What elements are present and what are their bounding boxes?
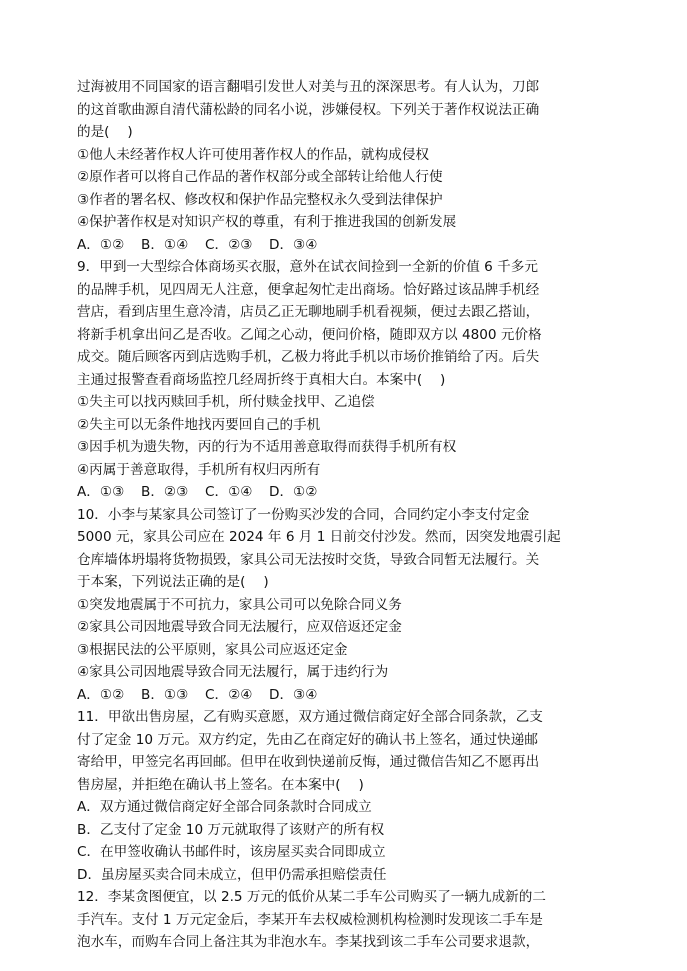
question-stem-line: 寄给甲，甲签完名再回邮。但甲在收到快递前反悔，通过微信告知乙不愿再出 — [77, 754, 540, 770]
statement-item: ②失主可以无条件地找丙要回自己的手机 — [77, 416, 321, 433]
option-a: A．①③ — [77, 484, 125, 500]
statement-item: ④家具公司因地震导致合同无法履行，属于违约行为 — [77, 664, 389, 680]
option-c: C．②③ — [205, 236, 253, 253]
statement-item: ③根据民法的公平原则，家具公司应返还定金 — [77, 641, 348, 658]
answer-options — [77, 684, 613, 707]
question-stem-line: 9．甲到一大型综合体商场买衣服，意外在试衣间捡到一全新的价值 6 千多元 — [77, 259, 538, 275]
answer-option: D．虽房屋买卖合同未成立，但甲仍需承担赔偿责任 — [77, 866, 387, 883]
option-b: B．①④ — [141, 236, 189, 253]
statement-item: ③作者的署名权、修改权和保护作品完整权永久受到法律保护 — [77, 191, 443, 208]
question-8 — [77, 76, 613, 256]
question-11 — [77, 706, 613, 886]
question-stem-line: 泡水车，而购车合同上备注其为非泡水车。李某找到该二手车公司要求退款， — [77, 934, 540, 950]
question-stem-line: 手汽车。支付 1 万元定金后，李某开车去权威检测机构检测时发现该二手车是 — [77, 911, 543, 928]
question-stem-line: 的这首歌曲源自清代蒲松龄的同名小说，涉嫌侵权。下列关于著作权说法正确 — [77, 101, 540, 118]
question-stem-line: 11．甲欲出售房屋，乙有购买意愿，双方通过微信商定好全部合同条款，乙支 — [77, 709, 543, 725]
option-b: B．①③ — [141, 686, 189, 703]
option-d: D．③④ — [269, 236, 318, 253]
question-stem-line: 付了定金 10 万元。双方约定，先由乙在商定好的确认书上签名，通过快递邮 — [77, 731, 538, 748]
option-d: D．③④ — [269, 686, 318, 703]
answer-option: B．乙支付了定金 10 万元就取得了该财产的所有权 — [77, 821, 385, 838]
question-9 — [77, 256, 613, 504]
option-d: D．①② — [269, 484, 318, 500]
statement-item: ①他人未经著作权人许可使用著作权人的作品，就构成侵权 — [77, 146, 430, 163]
question-stem-line: 营店，看到店里生意冷清，店员乙正无聊地刷手机看视频，便过去跟乙搭讪， — [77, 304, 540, 320]
question-stem-line: 售房屋，并拒绝在确认书上签名。在本案中( ) — [77, 776, 364, 793]
answer-options — [77, 481, 613, 504]
statement-item: ①失主可以找丙赎回手机，所付赎金找甲、乙追偿 — [77, 394, 375, 410]
question-stem-line: 于本案，下列说法正确的是( ) — [77, 574, 269, 590]
question-stem-line: 的品牌手机，见四周无人注意，便拿起匆忙走出商场。恰好路过该品牌手机经 — [77, 281, 540, 298]
question-stem-line: 的是( ) — [77, 124, 133, 140]
question-10 — [77, 504, 613, 707]
question-12 — [77, 886, 613, 954]
option-a: A．①② — [77, 686, 125, 703]
statement-item: ④丙属于善意取得，手机所有权归丙所有 — [77, 461, 321, 478]
statement-item: ②家具公司因地震导致合同无法履行，应双倍返还定金 — [77, 619, 402, 635]
answer-options — [77, 234, 613, 257]
question-stem-line: 10．小李与某家具公司签订了一份购买沙发的合同，合同约定小李支付定金 — [77, 506, 530, 523]
answer-option: A．双方通过微信商定好全部合同条款时合同成立 — [77, 799, 372, 815]
question-stem-line: 过海被用不同国家的语言翻唱引发世人对美与丑的深深思考。有人认为，刀郎 — [77, 79, 540, 95]
question-stem-line: 成交。随后顾客丙到店选购手机，乙极力将此手机以市场价推销给了丙。后失 — [77, 349, 540, 365]
statement-item: ②原作者可以将自己作品的著作权部分或全部转让给他人行使 — [77, 169, 443, 185]
statement-item: ④保护著作权是对知识产权的尊重，有利于推进我国的创新发展 — [77, 214, 457, 230]
option-c: C．②④ — [205, 686, 253, 703]
statement-item: ③因手机为遗失物，丙的行为不适用善意取得而获得手机所有权 — [77, 439, 457, 455]
option-c: C．①④ — [205, 484, 253, 500]
question-stem-line: 主通过报警查看商场监控几经周折终于真相大白。本案中( ) — [77, 371, 446, 388]
option-b: B．②③ — [141, 484, 189, 500]
question-stem-line: 仓库墙体坍塌将货物损毁，家具公司无法按时交货，导致合同暂无法履行。关 — [77, 551, 540, 568]
question-stem-line: 将新手机拿出问乙是否收。乙闻之心动，便问价格，随即双方以 4800 元价格 — [77, 326, 542, 343]
question-stem-line: 5000 元，家具公司应在 2024 年 6 月 1 日前交付沙发。然而，因突发地震引起 — [77, 529, 561, 545]
question-stem-line: 12．李某贪图便宜，以 2.5 万元的低价从某二手车公司购买了一辆九成新的二 — [77, 889, 546, 905]
document-body — [77, 76, 613, 954]
answer-option: C．在甲签收确认书邮件时，该房屋买卖合同即成立 — [77, 844, 386, 860]
statement-item: ①突发地震属于不可抗力，家具公司可以免除合同义务 — [77, 596, 402, 613]
option-a: A．①② — [77, 236, 125, 253]
